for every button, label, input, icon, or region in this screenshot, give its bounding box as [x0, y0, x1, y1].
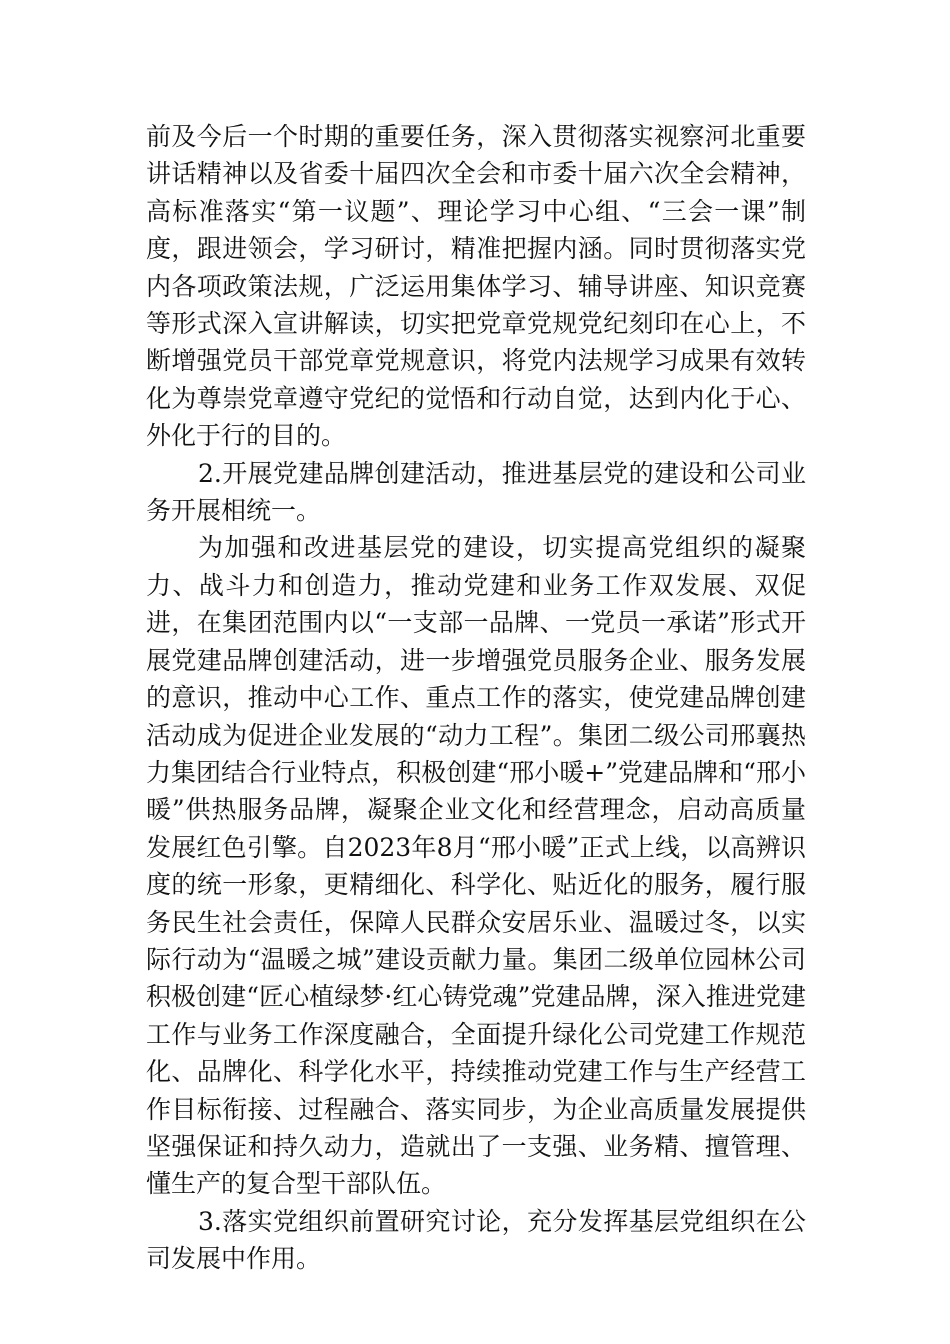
section-heading-party-organization: 3.落实党组织前置研究讨论，充分发挥基层党组织在公司发展中作用。	[146, 1206, 806, 1274]
paragraph-continued-tasks: 前及今后一个时期的重要任务，深入贯彻落实视察河北重要讲话精神以及省委十届四次全会和市委十届六次全会精神，高标准落实“第一议题”、理论学习中心组、“三会一课”制度，跟进领会，学习研讨，精准把握内涵。同时贯彻落实党内各项政策法规，广泛运用集体学习、辅导讲座、知识竞赛等形式深入宣讲解读，切实把党章党规党纪刻印在心上，不断增强党员干部党章党规意识，将党内法规学习成果有效转化为尊崇党章遵守党纪的觉悟和行动自觉，达到内化于心、外化于行的目的。	[146, 122, 806, 451]
document-body	[146, 118, 806, 1278]
section-heading-party-brand: 2.开展党建品牌创建活动，推进基层党的建设和公司业务开展相统一。	[146, 458, 806, 526]
paragraph-party-brand-activities: 为加强和改进基层党的建设，切实提高党组织的凝聚力、战斗力和创造力，推动党建和业务工作双发展、双促进，在集团范围内以“一支部一品牌、一党员一承诺”形式开展党建品牌创建活动，进一步增强党员服务企业、服务发展的意识，推动中心工作、重点工作的落实，使党建品牌创建活动成为促进企业发展的“动力工程”。集团二级公司邢襄热力集团结合行业特点，积极创建“邢小暖+”党建品牌和“邢小暖”供热服务品牌，凝聚企业文化和经营理念，启动高质量发展红色引擎。自2023年8月“邢小暖”正式上线，以高辨识度的统一形象，更精细化、科学化、贴近化的服务，履行服务民生社会责任，保障人民群众安居乐业、温暖过冬，以实际行动为“温暖之城”建设贡献力量。集团二级单位园林公司积极创建“匠心植绿梦·红心铸党魂”党建品牌，深入推进党建工作与业务工作深度融合，全面提升绿化公司党建工作规范化、品牌化、科学化水平，持续推动党建工作与生产经营工作目标衔接、过程融合、落实同步，为企业高质量发展提供坚强保证和持久动力，造就出了一支强、业务精、擅管理、懂生产的复合型干部队伍。	[146, 533, 806, 1199]
